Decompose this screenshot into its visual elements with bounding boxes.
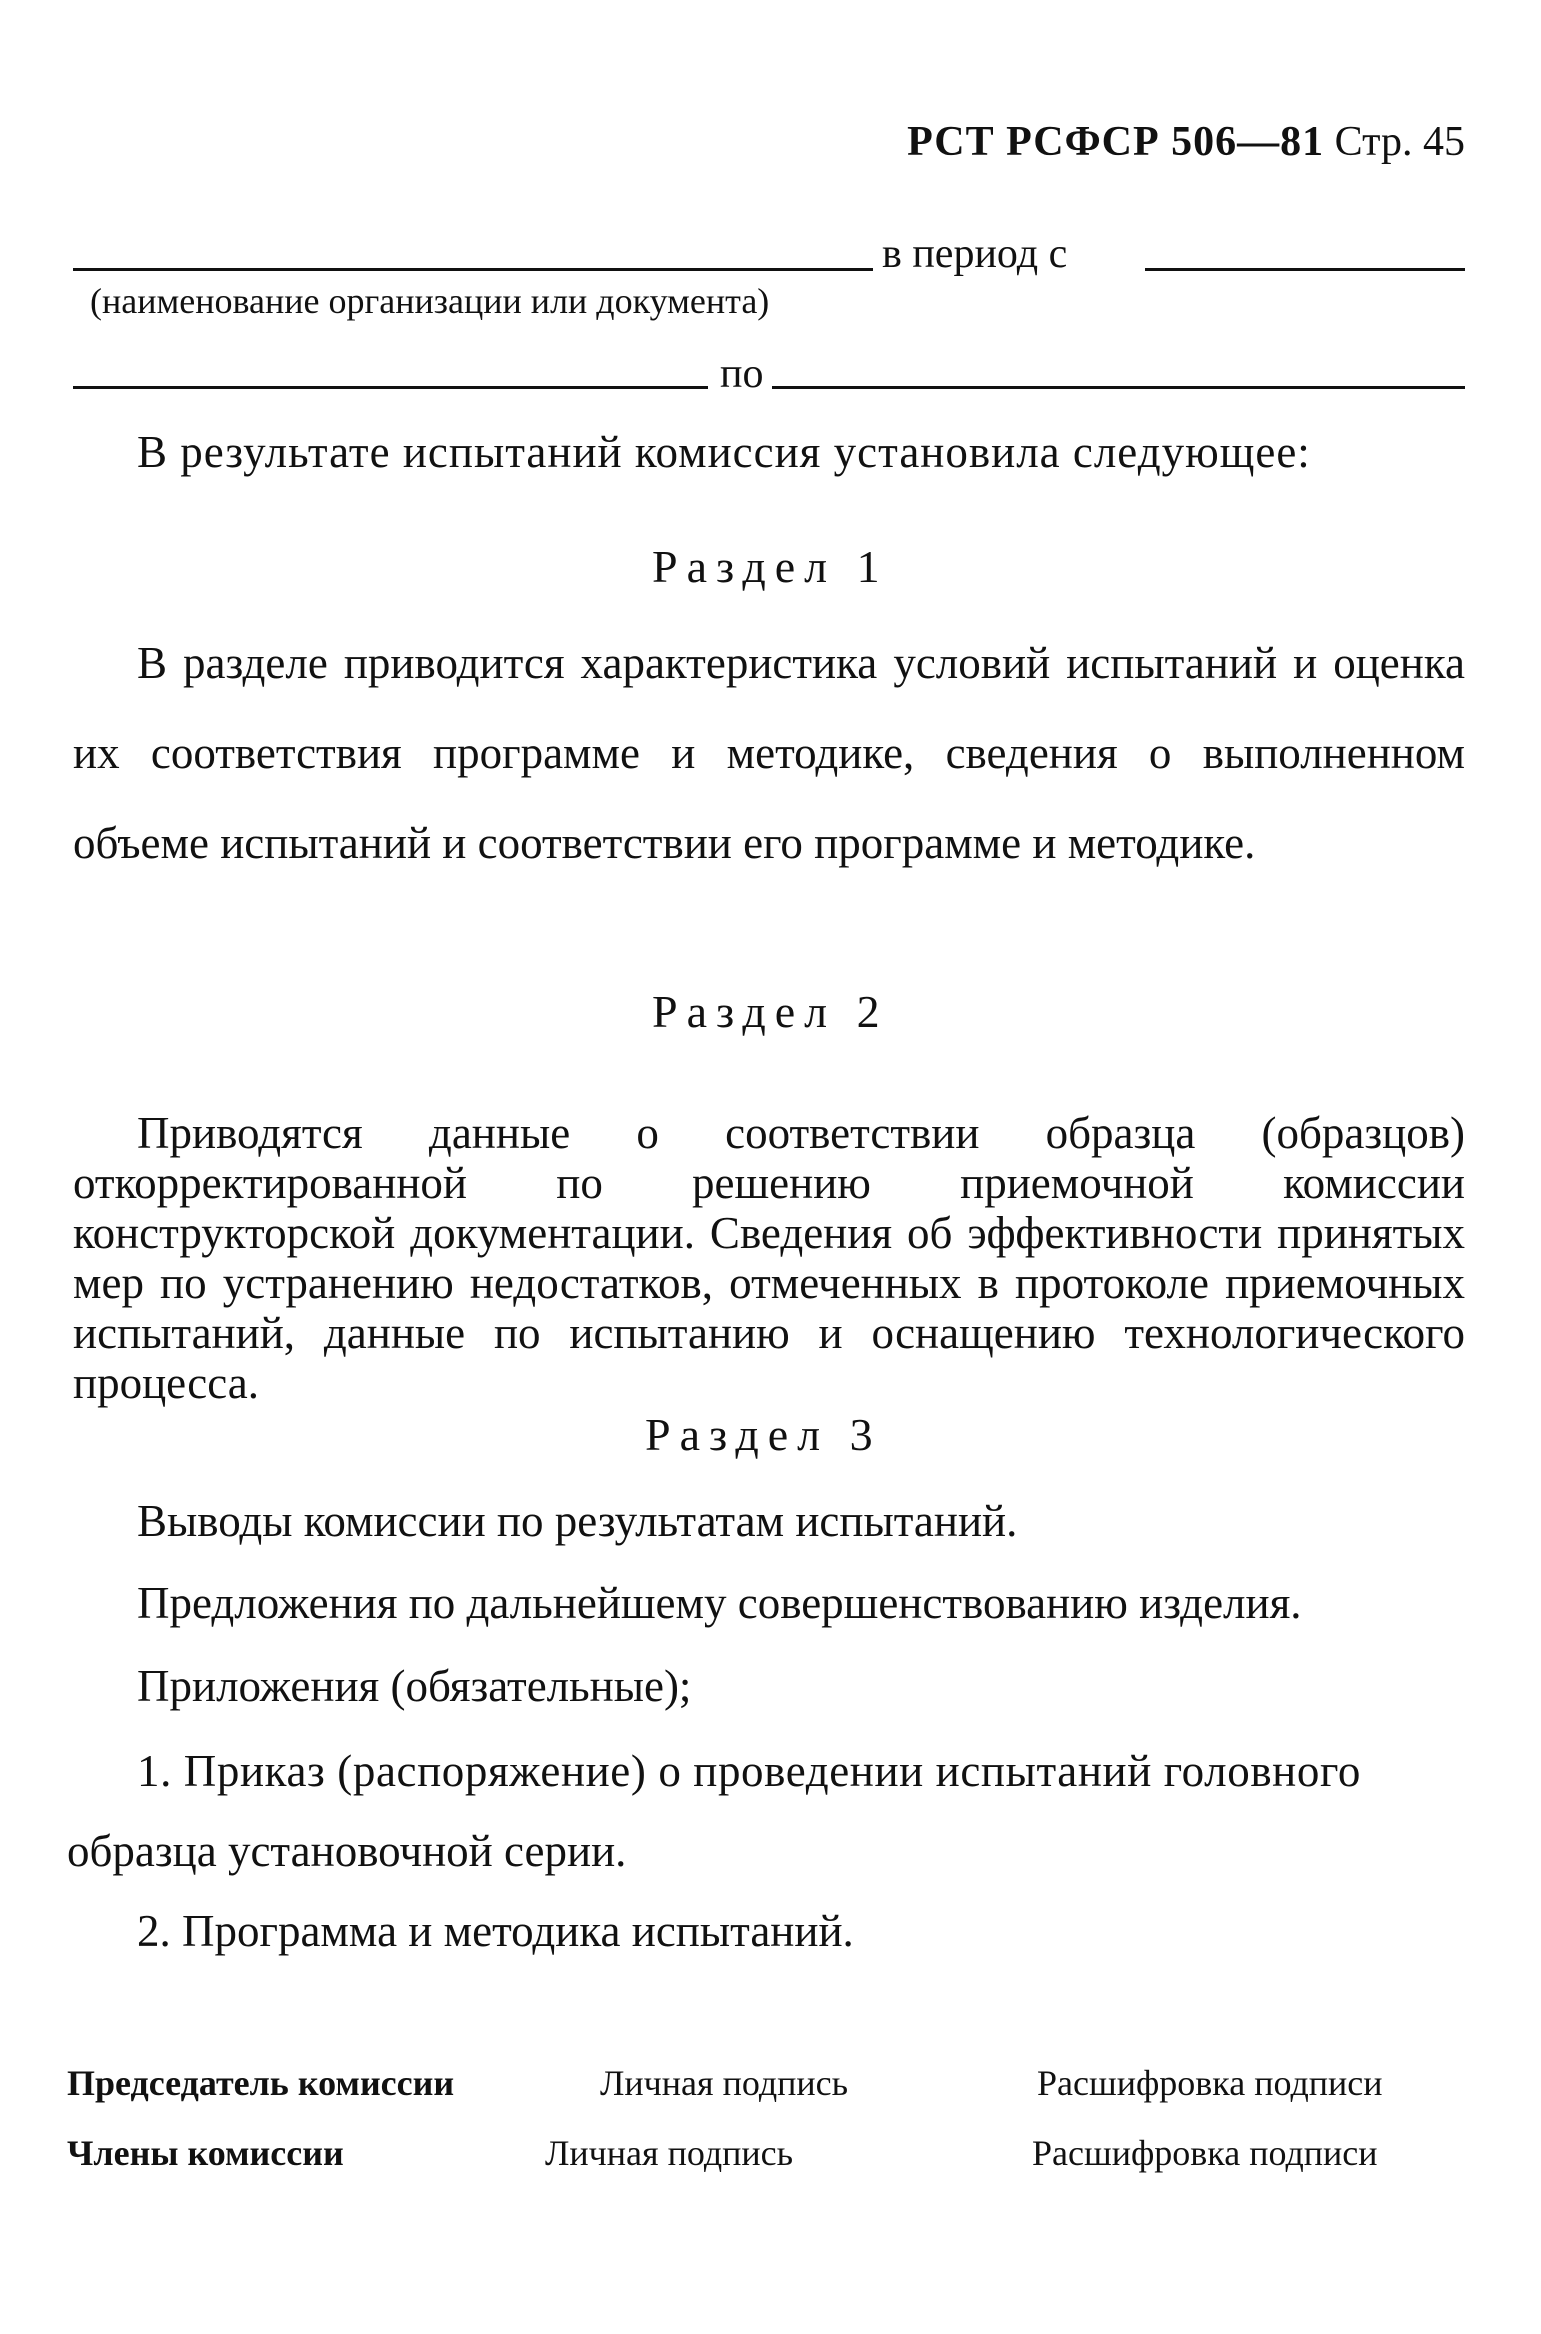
period-to-label: по [720, 351, 764, 397]
page-header [907, 118, 1465, 166]
signature-sign-members: Личная подпись [545, 2133, 794, 2173]
section-3-title: Раздел 3 [645, 1409, 882, 1460]
section-1-text [73, 618, 1465, 888]
section-3-line-1: Выводы комиссии по результатам испытаний. [137, 1496, 1018, 1546]
section-1-body: В разделе приводится характеристика условий испытаний и оценка их соответствия программе и методике, сведения о выполненном объеме испытаний и соответствии его программе и методике. [73, 638, 1465, 868]
section-3-line-4: 1. Приказ (распоряжение) о проведении испытаний головного [137, 1746, 1361, 1796]
page-number: Стр. 45 [1334, 119, 1465, 165]
section-3-line-2: Предложения по дальнейшему совершенствованию изделия. [137, 1578, 1302, 1628]
section-1-title: Раздел 1 [652, 541, 889, 592]
section-2-title: Раздел 2 [652, 986, 889, 1037]
period-to-line-right [772, 386, 1465, 389]
signature-decode-chair: Расшифровка подписи [1037, 2063, 1383, 2103]
signature-role-chair: Председатель комиссии [67, 2063, 455, 2103]
section-2-text [73, 1108, 1465, 1408]
section-3-line-6: 2. Программа и методика испытаний. [137, 1906, 854, 1956]
section-2-body: Приводятся данные о соответствии образца (образцов) откорректированной по решению приемочной комиссии конструкторской документации. Сведения об эффективности принятых мер по устранению недостатков, отмеченных в протоколе приемочных испытаний, данные по испытанию и оснащению технологического процесса. [73, 1108, 1465, 1408]
standard-code: РСТ РСФСР 506—81 [907, 119, 1325, 165]
section-3-line-3: Приложения (обязательные); [137, 1661, 692, 1711]
signature-decode-members: Расшифровка подписи [1032, 2133, 1378, 2173]
section-3-line-5: образца установочной серии. [67, 1826, 627, 1876]
org-name-line [73, 268, 873, 271]
intro-text: В результате испытаний комиссия установила следующее: [137, 427, 1311, 477]
period-to-line-left [73, 386, 708, 389]
org-caption: (наименование организации или документа) [90, 281, 770, 321]
signature-sign-chair: Личная подпись [600, 2063, 849, 2103]
period-from-line [1145, 268, 1465, 271]
signature-role-members: Члены комиссии [67, 2133, 344, 2173]
period-from-label: в период с [882, 231, 1068, 277]
